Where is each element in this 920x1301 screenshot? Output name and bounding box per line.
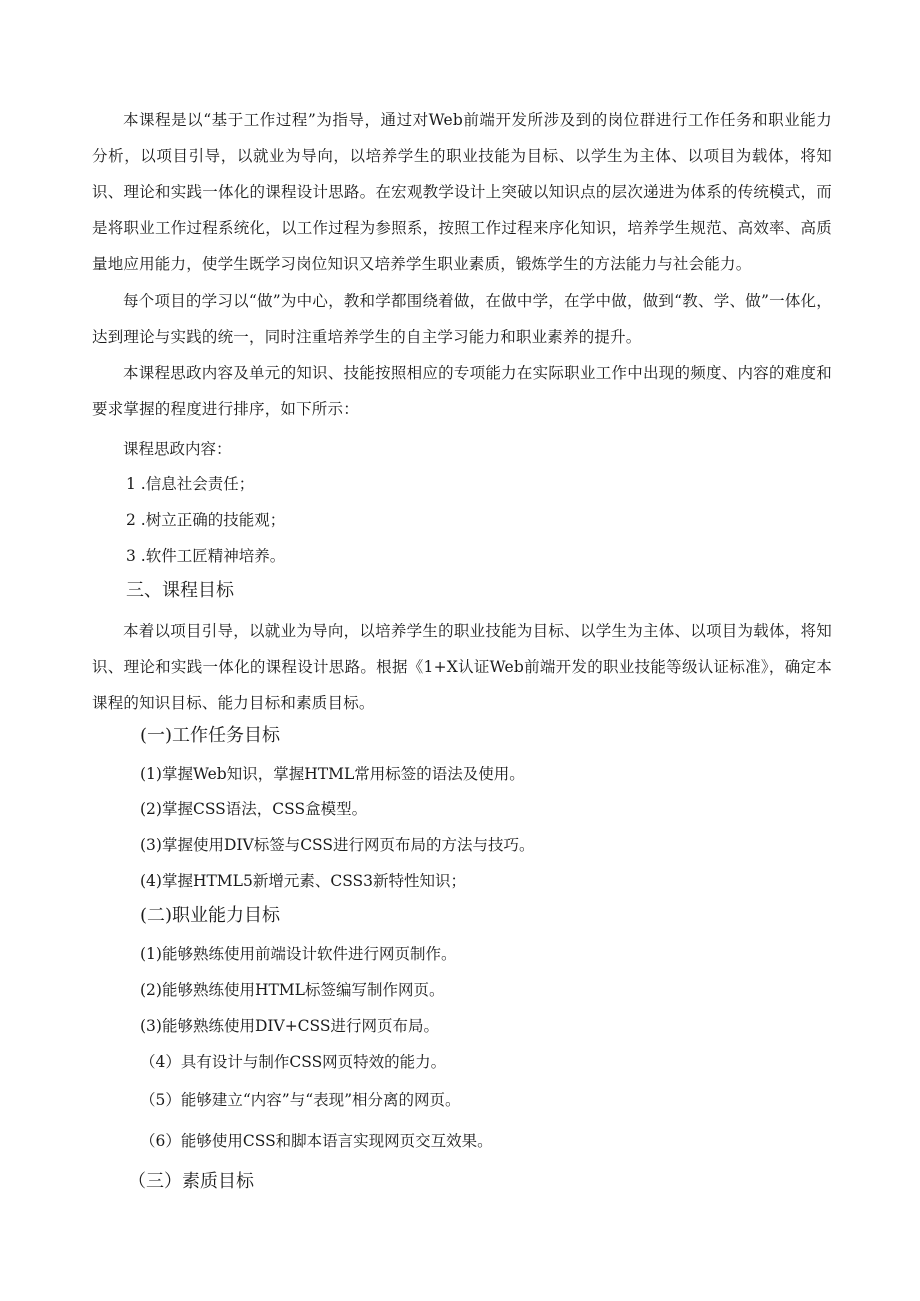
intro-paragraph-2: 每个项目的学习以“做”为中心，教和学都围绕着做，在做中学，在学中做，做到“教、学、做”一体化，达到理论与实践的统一，同时注重培养学生的自主学习能力和职业素养的提升。 bbox=[92, 292, 832, 346]
ability-goal-item-1: (1)能够熟练使用前端设计软件进行网页制作。 bbox=[140, 945, 457, 963]
ability-goal-item-6: （6）能够使用CSS和脚本语言实现网页交互效果。 bbox=[140, 1132, 493, 1150]
ability-goal-item-5: （5）能够建立“内容”与“表现”相分离的网页。 bbox=[140, 1091, 461, 1109]
ideology-label: 课程思政内容： bbox=[123, 440, 232, 458]
task-goals-title: (一)工作任务目标 bbox=[140, 725, 281, 746]
intro-paragraph-3: 本课程思政内容及单元的知识、技能按照相应的专项能力在实际职业工作中出现的频度、内容的难度和要求掌握的程度进行排序，如下所示： bbox=[92, 364, 832, 418]
quality-goals-title: （三）素质目标 bbox=[128, 1171, 254, 1192]
section-3-title: 三、课程目标 bbox=[126, 580, 234, 601]
task-goal-item-3: (3)掌握使用DIV标签与CSS进行网页布局的方法与技巧。 bbox=[140, 836, 535, 854]
ability-goal-item-2: (2)能够熟练使用HTML标签编写制作网页。 bbox=[140, 981, 445, 999]
ideology-item-3: 3 .软件工匠精神培养。 bbox=[126, 547, 286, 565]
ability-goal-item-3: (3)能够熟练使用DIV+CSS进行网页布局。 bbox=[140, 1017, 440, 1035]
intro-paragraph-1: 本课程是以“基于工作过程”为指导，通过对Web前端开发所涉及到的岗位群进行工作任务和职业能力分析，以项目引导，以就业为导向，以培养学生的职业技能为目标、以学生为主体、以项目为载体，将知识、理论和实践一体化的课程设计思路。在宏观教学设计上突破以知识点的层次递进为体系的传统模式，而是将职业工作过程系统化，以工作过程为参照系，按照工作过程来序化知识，培养学生规范、高效率、高质量地应用能力，使学生既学习岗位知识又培养学生职业素质，锻炼学生的方法能力与社会能力。 bbox=[92, 111, 832, 273]
section-3-paragraph: 本着以项目引导，以就业为导向，以培养学生的职业技能为目标、以学生为主体、以项目为载体，将知识、理论和实践一体化的课程设计思路。根据《1+X认证Web前端开发的职业技能等级认证标准》，确定本课程的知识目标、能力目标和素质目标。 bbox=[92, 622, 832, 712]
ability-goal-item-4: （4）具有设计与制作CSS网页特效的能力。 bbox=[140, 1053, 447, 1071]
ideology-item-2: 2 .树立正确的技能观； bbox=[126, 511, 286, 529]
task-goal-item-2: (2)掌握CSS语法，CSS盒模型。 bbox=[140, 800, 368, 818]
ideology-item-1: 1 .信息社会责任； bbox=[126, 475, 255, 493]
ability-goals-title: (二)职业能力目标 bbox=[140, 905, 281, 926]
task-goal-item-1: (1)掌握Web知识，掌握HTML常用标签的语法及使用。 bbox=[140, 765, 525, 783]
task-goal-item-4: (4)掌握HTML5新增元素、CSS3新特性知识； bbox=[140, 872, 467, 890]
